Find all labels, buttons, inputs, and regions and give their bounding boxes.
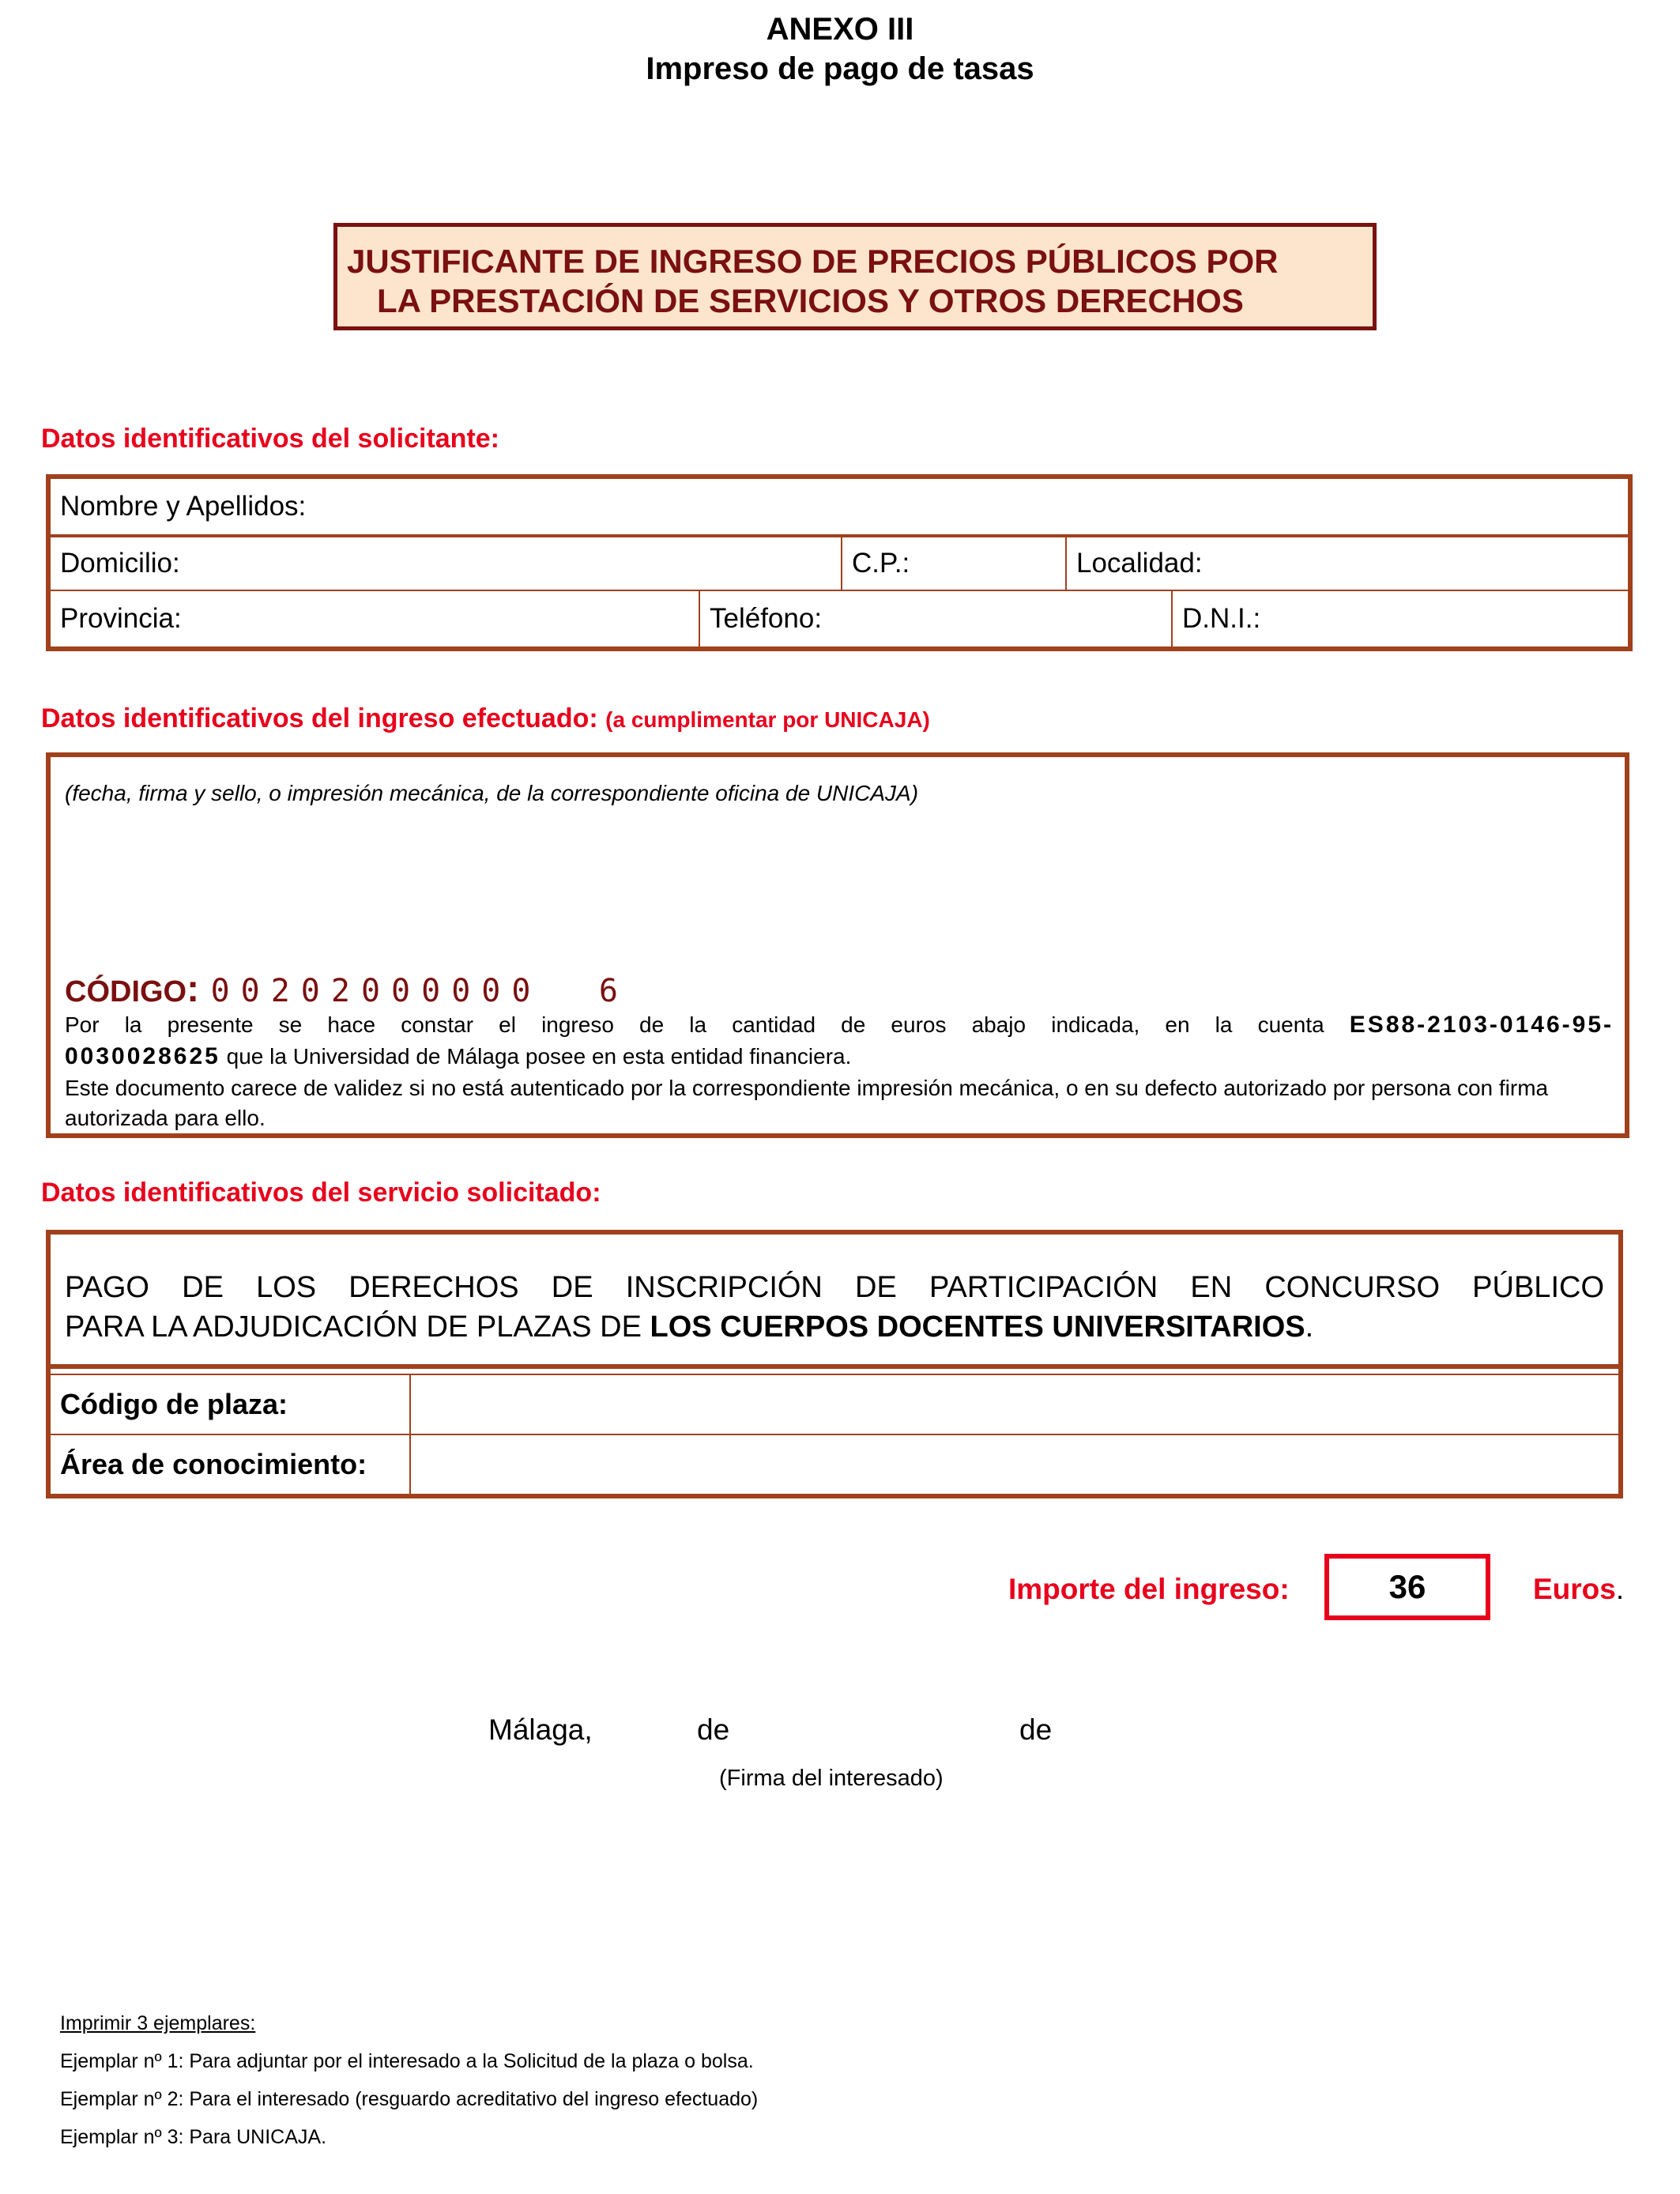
- localidad-field[interactable]: [1065, 536, 1628, 591]
- validity-note: Este documento carece de validez si no está autenticado por la correspondiente impresión mecánica, o en su defecto autorizado por persona con firma autorizada para ello.: [65, 1076, 1549, 1130]
- codigo-check-digit: 6: [598, 973, 619, 1009]
- footer-item-3: Ejemplar nº 3: Para UNICAJA.: [60, 2126, 327, 2148]
- telefono-label: Teléfono:: [710, 603, 823, 634]
- footer-title: Imprimir 3 ejemplares:: [60, 2012, 256, 2034]
- footer-item-1: Ejemplar nº 1: Para adjuntar por el interesado a la Solicitud de la plaza o bolsa.: [60, 2050, 754, 2072]
- importe-currency-row: [1533, 1573, 1624, 1606]
- domicilio-label: Domicilio:: [60, 548, 180, 579]
- dni-label: D.N.I.:: [1182, 603, 1261, 634]
- iban-part-2: 0030028625: [65, 1043, 220, 1069]
- ingreso-text-line2: [65, 1042, 1614, 1072]
- ingreso-heading-note: (a cumplimentar por UNICAJA): [605, 707, 930, 732]
- servicio-desc-line2: [65, 1307, 1313, 1347]
- importe-value-box: [1324, 1554, 1490, 1620]
- servicio-desc-2c: .: [1305, 1310, 1314, 1344]
- ingreso-text-line1: [65, 1010, 1614, 1040]
- page-subtitle: Impreso de pago de tasas: [646, 51, 1034, 86]
- importe-period: .: [1615, 1573, 1625, 1605]
- area-label-cell: [51, 1434, 411, 1494]
- nombre-label: Nombre y Apellidos:: [60, 491, 307, 522]
- servicio-heading: Datos identificativos del servicio solicitado:: [41, 1178, 601, 1208]
- ingreso-text-a: Por la presente se hace constar el ingreso de la cantidad de euros abajo indicada, en la cuenta: [65, 1012, 1324, 1037]
- solicitante-heading: Datos identificativos del solicitante:: [41, 424, 500, 454]
- servicio-desc-2a: PARA LA ADJUDICACIÓN DE PLAZAS DE: [65, 1310, 650, 1344]
- cp-field[interactable]: [841, 536, 1067, 591]
- codigo-label: CÓDIGO: [65, 975, 187, 1008]
- codigo-value: 00202000000: [210, 973, 542, 1009]
- nombre-field[interactable]: [51, 479, 1628, 536]
- dni-field[interactable]: [1171, 590, 1628, 647]
- justificante-line-1: JUSTIFICANTE DE INGRESO DE PRECIOS PÚBLICOS POR: [347, 243, 1279, 280]
- area-input[interactable]: [409, 1434, 1618, 1494]
- importe-value: 36: [1388, 1568, 1426, 1605]
- ingreso-heading-text: Datos identificativos del ingreso efectuado:: [41, 703, 598, 733]
- justificante-box: [333, 223, 1377, 330]
- codigo-plaza-label-cell: [51, 1374, 411, 1435]
- justificante-line-2: LA PRESTACIÓN DE SERVICIOS Y OTROS DERECHOS: [377, 282, 1244, 319]
- firma-city: Málaga,: [488, 1713, 593, 1746]
- importe-currency: Euros: [1533, 1573, 1616, 1605]
- servicio-table: [46, 1230, 1623, 1498]
- importe-label: Importe del ingreso:: [1008, 1573, 1290, 1605]
- ingreso-box: [46, 752, 1629, 1138]
- ingreso-text-b: que la Universidad de Málaga posee en esta entidad financiera.: [226, 1044, 852, 1069]
- codigo-plaza-label: Código de plaza:: [60, 1388, 288, 1420]
- servicio-desc-2b: LOS CUERPOS DOCENTES UNIVERSITARIOS: [650, 1310, 1305, 1344]
- codigo-row: [65, 967, 618, 1011]
- provincia-field[interactable]: [51, 590, 700, 647]
- localidad-label: Localidad:: [1076, 548, 1203, 579]
- codigo-plaza-input[interactable]: [409, 1374, 1618, 1435]
- annex-title: ANEXO III: [766, 12, 914, 47]
- ingreso-heading: [41, 703, 930, 734]
- firma-de-2: de: [1019, 1713, 1053, 1746]
- codigo-colon: :: [186, 968, 200, 1010]
- telefono-field[interactable]: [699, 590, 1173, 647]
- servicio-desc-line1: PAGO DE LOS DERECHOS DE INSCRIPCIÓN DE PARTICIPACIÓN EN CONCURSO PÚBLICO: [65, 1271, 1604, 1304]
- footer-item-2: Ejemplar nº 2: Para el interesado (resguardo acreditativo del ingreso efectuado): [60, 2088, 759, 2110]
- domicilio-field[interactable]: [51, 536, 842, 591]
- servicio-description: [51, 1235, 1618, 1369]
- iban-part-1: ES88-2103-0146-95-: [1349, 1012, 1614, 1038]
- stamp-note: (fecha, firma y sello, o impresión mecánica, de la correspondiente oficina de UNICAJA): [65, 781, 919, 805]
- provincia-label: Provincia:: [60, 603, 182, 634]
- cp-label: C.P.:: [852, 548, 910, 579]
- area-label: Área de conocimiento:: [60, 1448, 367, 1480]
- firma-caption: (Firma del interesado): [719, 1766, 944, 1791]
- firma-de-1: de: [697, 1713, 730, 1746]
- solicitante-table: [46, 474, 1633, 651]
